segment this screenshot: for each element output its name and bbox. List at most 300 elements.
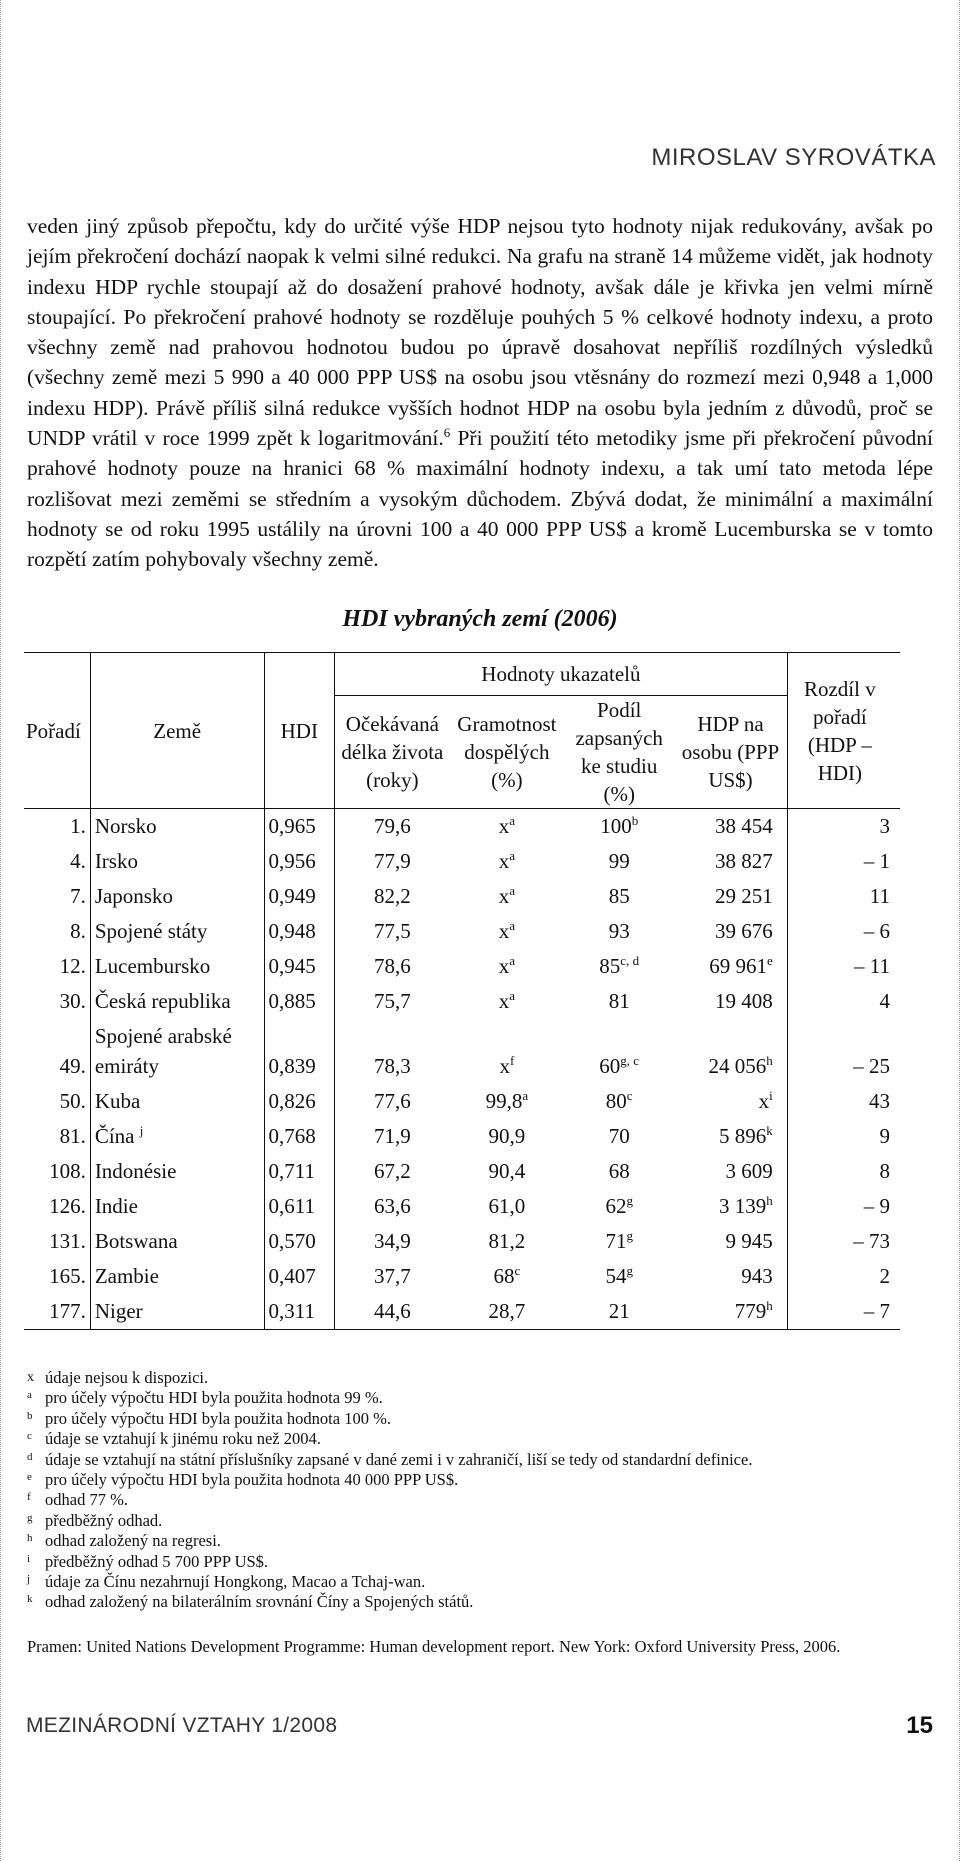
cell-literacy bbox=[450, 1259, 564, 1294]
cell-rank bbox=[24, 1154, 90, 1189]
cell-enrolment bbox=[564, 1189, 674, 1224]
footnote-mark: a bbox=[509, 988, 516, 1003]
note-key: j bbox=[27, 1573, 31, 1586]
cell-hdi-value: 0,945 bbox=[268, 954, 316, 978]
cell-rank-value: 177. bbox=[49, 1299, 86, 1323]
footnote-mark: h bbox=[766, 1193, 773, 1208]
cell-literacy-value: x bbox=[498, 954, 510, 978]
footnote-mark: a bbox=[509, 883, 516, 898]
cell-country-value: Čína bbox=[94, 1124, 135, 1148]
cell-country-value: Lucembursko bbox=[94, 954, 211, 978]
cell-country-value: Irsko bbox=[94, 849, 138, 873]
note-text: údaje se vztahují k jinému roku než 2004. bbox=[45, 1429, 321, 1449]
cell-literacy-value: 90,4 bbox=[488, 1159, 526, 1183]
cell-gdp-value: 9 945 bbox=[725, 1229, 773, 1253]
cell-hdi bbox=[264, 1189, 335, 1224]
header-rank: Pořadí bbox=[24, 653, 90, 809]
cell-rank-difference bbox=[787, 1189, 900, 1224]
note-text: pro účely výpočtu HDI byla použita hodnota 100 %. bbox=[45, 1408, 391, 1428]
footnote-mark: a bbox=[509, 953, 516, 968]
cell-life-expectancy-value: 71,9 bbox=[373, 1124, 411, 1148]
table-row bbox=[24, 1154, 900, 1189]
footnote-mark: j bbox=[139, 1123, 144, 1138]
cell-rank bbox=[24, 1019, 90, 1084]
note-item bbox=[27, 1450, 937, 1470]
cell-rank-difference bbox=[787, 879, 900, 914]
cell-country bbox=[90, 1259, 264, 1294]
note-text: předběžný odhad. bbox=[45, 1510, 163, 1530]
cell-literacy bbox=[450, 1224, 564, 1259]
cell-gdp-value: 39 676 bbox=[714, 919, 773, 943]
page-edge-left bbox=[0, 0, 2, 1861]
header-enrolment: Podíl zapsaných ke studiu (%) bbox=[564, 696, 674, 809]
cell-rank-difference-value: – 1 bbox=[863, 849, 890, 873]
cell-gdp bbox=[674, 1119, 787, 1154]
footnote-mark: i bbox=[769, 1088, 773, 1103]
cell-rank-difference bbox=[787, 1084, 900, 1119]
cell-country bbox=[90, 1019, 264, 1084]
footnote-mark: c bbox=[514, 1263, 521, 1278]
table-row bbox=[24, 984, 900, 1019]
cell-life-expectancy-value: 77,6 bbox=[373, 1089, 411, 1113]
cell-hdi bbox=[264, 1259, 335, 1294]
cell-country bbox=[90, 949, 264, 984]
cell-country bbox=[90, 1189, 264, 1224]
cell-rank bbox=[24, 809, 90, 845]
cell-rank-value: 126. bbox=[49, 1194, 86, 1218]
note-text: údaje za Čínu nezahrnují Hongkong, Macao a Tchaj-wan. bbox=[45, 1572, 426, 1592]
cell-literacy bbox=[450, 1294, 564, 1330]
cell-country bbox=[90, 914, 264, 949]
cell-gdp-value: x bbox=[758, 1089, 770, 1113]
cell-gdp bbox=[674, 844, 787, 879]
cell-gdp-value: 38 454 bbox=[714, 814, 773, 838]
cell-country bbox=[90, 1224, 264, 1259]
footnote-mark: h bbox=[766, 1053, 773, 1068]
cell-enrolment-value: 80 bbox=[605, 1089, 627, 1113]
cell-rank-difference-value: 2 bbox=[879, 1264, 890, 1288]
cell-life-expectancy bbox=[335, 1154, 450, 1189]
cell-rank-value: 8. bbox=[70, 919, 86, 943]
cell-rank bbox=[24, 949, 90, 984]
cell-rank-difference-value: – 6 bbox=[863, 919, 890, 943]
cell-gdp bbox=[674, 1259, 787, 1294]
cell-rank-value: 1. bbox=[70, 814, 86, 838]
cell-literacy-value: 68 bbox=[493, 1264, 515, 1288]
cell-hdi-value: 0,768 bbox=[268, 1124, 316, 1148]
cell-life-expectancy-value: 78,6 bbox=[373, 954, 411, 978]
cell-hdi bbox=[264, 1019, 335, 1084]
cell-life-expectancy bbox=[335, 1119, 450, 1154]
cell-rank-difference bbox=[787, 1294, 900, 1330]
table-row bbox=[24, 1224, 900, 1259]
cell-rank-value: 4. bbox=[70, 849, 86, 873]
footnote-mark: g bbox=[626, 1263, 633, 1278]
body-paragraph bbox=[27, 211, 933, 575]
cell-country-value: Norsko bbox=[94, 814, 157, 838]
cell-enrolment bbox=[564, 1294, 674, 1330]
cell-enrolment bbox=[564, 879, 674, 914]
cell-rank bbox=[24, 1294, 90, 1330]
cell-literacy-value: 61,0 bbox=[488, 1194, 526, 1218]
cell-country-value: Indie bbox=[94, 1194, 138, 1218]
cell-gdp bbox=[674, 984, 787, 1019]
cell-literacy-value: x bbox=[498, 919, 510, 943]
hdi-table bbox=[24, 652, 900, 1330]
table-title: HDI vybraných zemí (2006) bbox=[342, 606, 618, 632]
cell-gdp bbox=[674, 1224, 787, 1259]
cell-hdi bbox=[264, 1224, 335, 1259]
running-title: MIROSLAV SYROVÁTKA bbox=[651, 144, 936, 171]
footnote-mark: f bbox=[509, 1053, 515, 1068]
cell-enrolment bbox=[564, 844, 674, 879]
cell-country-value: Zambie bbox=[94, 1264, 159, 1288]
cell-literacy-value: 28,7 bbox=[488, 1299, 526, 1323]
cell-life-expectancy bbox=[335, 949, 450, 984]
cell-hdi-value: 0,570 bbox=[268, 1229, 316, 1253]
cell-gdp-value: 29 251 bbox=[714, 884, 773, 908]
cell-enrolment-value: 70 bbox=[608, 1124, 630, 1148]
cell-life-expectancy bbox=[335, 984, 450, 1019]
cell-country-value: Indonésie bbox=[94, 1159, 177, 1183]
cell-literacy-value: x bbox=[498, 849, 510, 873]
cell-life-expectancy-value: 77,9 bbox=[373, 849, 411, 873]
cell-rank-value: 12. bbox=[59, 954, 86, 978]
note-text: pro účely výpočtu HDI byla použita hodnota 40 000 PPP US$. bbox=[45, 1470, 459, 1490]
note-key: b bbox=[27, 1409, 33, 1422]
cell-country-value: Kuba bbox=[94, 1089, 141, 1113]
table-row bbox=[24, 914, 900, 949]
header-country: Země bbox=[90, 653, 264, 809]
cell-rank-difference-value: 11 bbox=[869, 884, 890, 908]
cell-gdp-value: 24 056 bbox=[708, 1054, 767, 1078]
note-key: x bbox=[27, 1370, 34, 1385]
cell-hdi bbox=[264, 809, 335, 845]
note-item bbox=[27, 1531, 937, 1551]
cell-rank-difference bbox=[787, 1154, 900, 1189]
cell-country-value: Spojené arabské emiráty bbox=[94, 1024, 232, 1078]
cell-gdp-value: 5 896 bbox=[718, 1124, 767, 1148]
cell-enrolment-value: 85 bbox=[608, 884, 630, 908]
cell-rank-difference-value: – 7 bbox=[863, 1299, 890, 1323]
cell-gdp bbox=[674, 1154, 787, 1189]
note-item bbox=[27, 1368, 937, 1388]
cell-rank bbox=[24, 879, 90, 914]
cell-rank-difference bbox=[787, 844, 900, 879]
cell-hdi bbox=[264, 1294, 335, 1330]
cell-literacy bbox=[450, 1154, 564, 1189]
table-row bbox=[24, 1259, 900, 1294]
cell-rank-difference-value: 9 bbox=[879, 1124, 890, 1148]
cell-country bbox=[90, 1154, 264, 1189]
footnote-mark: h bbox=[766, 1298, 773, 1313]
table-row bbox=[24, 1189, 900, 1224]
note-text: údaje nejsou k dispozici. bbox=[45, 1368, 209, 1387]
cell-enrolment bbox=[564, 1019, 674, 1084]
cell-life-expectancy-value: 79,6 bbox=[373, 814, 411, 838]
cell-hdi-value: 0,826 bbox=[268, 1089, 316, 1113]
cell-rank-value: 81. bbox=[59, 1124, 86, 1148]
cell-country bbox=[90, 1084, 264, 1119]
note-item bbox=[27, 1572, 937, 1592]
footnote-mark: a bbox=[509, 848, 516, 863]
cell-enrolment-value: 21 bbox=[608, 1299, 630, 1323]
cell-country bbox=[90, 809, 264, 845]
table-row bbox=[24, 809, 900, 845]
cell-enrolment bbox=[564, 1154, 674, 1189]
cell-life-expectancy bbox=[335, 1019, 450, 1084]
cell-hdi-value: 0,839 bbox=[268, 1054, 316, 1078]
note-item bbox=[27, 1552, 937, 1572]
note-text: odhad 77 %. bbox=[45, 1490, 128, 1510]
cell-rank-difference bbox=[787, 984, 900, 1019]
note-item bbox=[27, 1490, 937, 1510]
note-text: pro účely výpočtu HDI byla použita hodnota 99 %. bbox=[45, 1388, 383, 1408]
cell-rank-difference bbox=[787, 914, 900, 949]
footnote-mark: e bbox=[766, 953, 773, 968]
cell-rank bbox=[24, 1084, 90, 1119]
cell-enrolment bbox=[564, 809, 674, 845]
header-literacy: Gramotnost dospělých (%) bbox=[450, 696, 564, 809]
cell-enrolment-value: 85 bbox=[599, 954, 621, 978]
cell-enrolment bbox=[564, 914, 674, 949]
footnote-ref[interactable]: 6 bbox=[443, 424, 451, 440]
cell-life-expectancy bbox=[335, 809, 450, 845]
note-item bbox=[27, 1388, 937, 1408]
cell-life-expectancy-value: 75,7 bbox=[373, 989, 411, 1013]
cell-country-value: Niger bbox=[94, 1299, 143, 1323]
cell-literacy bbox=[450, 1119, 564, 1154]
cell-life-expectancy-value: 77,5 bbox=[373, 919, 411, 943]
cell-hdi-value: 0,611 bbox=[268, 1194, 315, 1218]
cell-enrolment-value: 93 bbox=[608, 919, 630, 943]
note-text: odhad založený na regresi. bbox=[45, 1531, 221, 1551]
table-row bbox=[24, 1294, 900, 1330]
header-gdp-per-capita: HDP na osobu (PPP US$) bbox=[674, 696, 787, 809]
table-row bbox=[24, 949, 900, 984]
note-item bbox=[27, 1429, 937, 1449]
note-item bbox=[27, 1409, 937, 1429]
cell-rank-difference-value: 43 bbox=[869, 1089, 890, 1113]
cell-gdp-value: 3 139 bbox=[718, 1194, 767, 1218]
cell-life-expectancy bbox=[335, 1294, 450, 1330]
cell-hdi bbox=[264, 1119, 335, 1154]
cell-rank-value: 108. bbox=[49, 1159, 86, 1183]
cell-rank-value: 30. bbox=[59, 989, 86, 1013]
cell-life-expectancy bbox=[335, 1259, 450, 1294]
cell-rank-difference bbox=[787, 949, 900, 984]
cell-literacy bbox=[450, 1019, 564, 1084]
footnote-mark: b bbox=[631, 813, 639, 828]
cell-enrolment bbox=[564, 949, 674, 984]
cell-gdp bbox=[674, 1189, 787, 1224]
note-key: i bbox=[27, 1552, 31, 1565]
cell-gdp-value: 779 bbox=[734, 1299, 767, 1323]
cell-enrolment-value: 68 bbox=[608, 1159, 630, 1183]
body-text-part-1: veden jiný způsob přepočtu, kdy do určité výše HDP nejsou tyto hodnoty nijak redukovány, avšak po jejím překročení dochází naopak k velmi silné redukci. Na grafu na straně 14 můžeme vidět, jak hodnoty indexu HDP rychle stoupají až do dosažení prahové hodnoty, avšak dále je křivka jen velmi mírně stoupající. Po překročení prahové hodnoty se rozděluje pouhých 5 % celkové hodnoty indexu, a proto všechny země nad prahovou hodnotou budou po úpravě dosahovat nepříliš rozdílných výsledků (všechny země mezi 5 990 a 40 000 PPP US$ na osobu jsou vtěsnány do rozmezí mezi 0,948 a 1,000 indexu HDP). Právě příliš silná redukce vyšších hodnot HDP na osobu byla jedním z důvodů, proč se UNDP vrátil v roce 1999 zpět k logaritmování. bbox=[27, 214, 933, 451]
cell-hdi-value: 0,311 bbox=[268, 1299, 315, 1323]
footnote-mark: k bbox=[766, 1123, 773, 1138]
note-text: odhad založený na bilaterálním srovnání Číny a Spojených států. bbox=[45, 1592, 474, 1612]
note-key: c bbox=[27, 1430, 32, 1443]
note-item bbox=[27, 1511, 937, 1531]
cell-hdi-value: 0,965 bbox=[268, 814, 316, 838]
cell-gdp-value: 943 bbox=[741, 1264, 773, 1288]
note-key: h bbox=[27, 1532, 33, 1545]
cell-gdp bbox=[674, 879, 787, 914]
cell-rank bbox=[24, 1189, 90, 1224]
cell-literacy-value: x bbox=[499, 1054, 510, 1078]
cell-rank bbox=[24, 1119, 90, 1154]
cell-enrolment-value: 100 bbox=[600, 814, 632, 838]
cell-life-expectancy bbox=[335, 879, 450, 914]
cell-life-expectancy bbox=[335, 1224, 450, 1259]
cell-country bbox=[90, 1119, 264, 1154]
note-key: f bbox=[27, 1491, 31, 1504]
table-header-row bbox=[24, 653, 900, 696]
cell-rank-difference-value: – 9 bbox=[863, 1194, 890, 1218]
footnote-mark: g, c bbox=[620, 1053, 640, 1068]
table-row bbox=[24, 844, 900, 879]
cell-hdi bbox=[264, 949, 335, 984]
cell-hdi bbox=[264, 984, 335, 1019]
cell-enrolment-value: 81 bbox=[608, 989, 630, 1013]
cell-gdp bbox=[674, 1294, 787, 1330]
cell-rank-difference-value: 8 bbox=[879, 1159, 890, 1183]
cell-hdi bbox=[264, 1154, 335, 1189]
table-row bbox=[24, 1019, 900, 1084]
cell-life-expectancy-value: 67,2 bbox=[373, 1159, 411, 1183]
cell-rank-difference-value: – 73 bbox=[853, 1229, 890, 1253]
cell-life-expectancy bbox=[335, 914, 450, 949]
cell-hdi bbox=[264, 1084, 335, 1119]
footnote-mark: a bbox=[509, 918, 516, 933]
table-row bbox=[24, 879, 900, 914]
cell-literacy bbox=[450, 1189, 564, 1224]
cell-literacy bbox=[450, 949, 564, 984]
cell-life-expectancy-value: 44,6 bbox=[373, 1299, 411, 1323]
cell-country-value: Japonsko bbox=[94, 884, 173, 908]
source-note: Pramen: United Nations Development Programme: Human development report. New York: Oxford University Press, 2006. bbox=[27, 1637, 841, 1656]
cell-enrolment-value: 62 bbox=[605, 1194, 627, 1218]
body-text-part-2: Při použití této metodiky jsme při překročení původní prahové hodnoty pouze na hranici 68 % maximální hodnoty indexu, a tak umí tato metoda lépe rozlišovat mezi zeměmi se středním a vysokým důchodem. Zbývá dodat, že minimální a maximální hodnoty se od roku 1995 ustálily na úrovni 100 a 40 000 PPP US$ a kromě Lucemburska se v tomto rozpětí zatím pohybovaly všechny země. bbox=[27, 426, 933, 572]
cell-rank-value: 49. bbox=[59, 1054, 86, 1078]
cell-enrolment bbox=[564, 1119, 674, 1154]
cell-gdp-value: 69 961 bbox=[709, 954, 767, 978]
cell-life-expectancy-value: 82,2 bbox=[373, 884, 411, 908]
cell-literacy bbox=[450, 809, 564, 845]
cell-hdi bbox=[264, 844, 335, 879]
cell-rank-difference-value: – 25 bbox=[853, 1054, 890, 1078]
cell-country bbox=[90, 879, 264, 914]
table-notes bbox=[27, 1368, 937, 1613]
cell-enrolment-value: 71 bbox=[605, 1229, 627, 1253]
cell-rank bbox=[24, 984, 90, 1019]
note-item bbox=[27, 1470, 937, 1490]
cell-enrolment bbox=[564, 984, 674, 1019]
cell-rank bbox=[24, 844, 90, 879]
cell-gdp bbox=[674, 1084, 787, 1119]
cell-enrolment-value: 99 bbox=[608, 849, 630, 873]
cell-country bbox=[90, 984, 264, 1019]
cell-gdp bbox=[674, 1019, 787, 1084]
table-body bbox=[24, 809, 900, 1330]
cell-enrolment bbox=[564, 1224, 674, 1259]
header-life-expectancy: Očekávaná délka života (roky) bbox=[335, 696, 450, 809]
cell-country bbox=[90, 1294, 264, 1330]
cell-rank-value: 131. bbox=[49, 1229, 86, 1253]
cell-hdi bbox=[264, 914, 335, 949]
header-hdi: HDI bbox=[264, 653, 335, 809]
table-row bbox=[24, 1084, 900, 1119]
cell-literacy-value: 90,9 bbox=[488, 1124, 526, 1148]
cell-gdp-value: 38 827 bbox=[714, 849, 773, 873]
cell-rank-value: 7. bbox=[70, 884, 86, 908]
note-key: e bbox=[27, 1471, 32, 1484]
cell-hdi-value: 0,949 bbox=[268, 884, 316, 908]
journal-footer: MEZINÁRODNÍ VZTAHY 1/2008 bbox=[26, 1714, 338, 1737]
cell-rank-difference bbox=[787, 809, 900, 845]
cell-literacy-value: x bbox=[498, 814, 510, 838]
cell-rank bbox=[24, 914, 90, 949]
page-number: 15 bbox=[906, 1712, 933, 1739]
note-key: d bbox=[27, 1450, 33, 1463]
cell-rank-value: 50. bbox=[59, 1089, 86, 1113]
cell-literacy bbox=[450, 1084, 564, 1119]
cell-literacy-value: x bbox=[498, 989, 510, 1013]
table-row bbox=[24, 1119, 900, 1154]
cell-life-expectancy bbox=[335, 1084, 450, 1119]
cell-literacy bbox=[450, 984, 564, 1019]
cell-rank bbox=[24, 1224, 90, 1259]
cell-literacy bbox=[450, 844, 564, 879]
cell-country-value: Botswana bbox=[94, 1229, 178, 1253]
cell-rank-difference bbox=[787, 1259, 900, 1294]
note-text: údaje se vztahují na státní příslušníky zapsané v dané zemi i v zahraničí, liší se tedy od standardní definice. bbox=[45, 1449, 753, 1469]
cell-life-expectancy-value: 34,9 bbox=[373, 1229, 411, 1253]
header-rank-difference: Rozdíl v pořadí (HDP – HDI) bbox=[787, 653, 900, 809]
cell-rank-difference bbox=[787, 1224, 900, 1259]
cell-enrolment bbox=[564, 1084, 674, 1119]
cell-enrolment-value: 60 bbox=[599, 1054, 621, 1078]
cell-hdi-value: 0,948 bbox=[268, 919, 316, 943]
cell-literacy-value: 81,2 bbox=[488, 1229, 526, 1253]
footnote-mark: a bbox=[509, 813, 516, 828]
cell-life-expectancy bbox=[335, 844, 450, 879]
cell-hdi-value: 0,711 bbox=[268, 1159, 315, 1183]
cell-life-expectancy bbox=[335, 1189, 450, 1224]
footnote-mark: g bbox=[626, 1228, 633, 1243]
cell-country-value: Spojené státy bbox=[94, 919, 208, 943]
cell-rank-difference-value: – 11 bbox=[854, 954, 890, 978]
cell-hdi-value: 0,885 bbox=[268, 989, 316, 1013]
cell-life-expectancy-value: 37,7 bbox=[373, 1264, 411, 1288]
cell-gdp bbox=[674, 809, 787, 845]
cell-gdp-value: 3 609 bbox=[725, 1159, 773, 1183]
footnote-mark: a bbox=[522, 1088, 529, 1103]
note-key: k bbox=[27, 1593, 33, 1606]
note-key: g bbox=[27, 1511, 33, 1524]
cell-rank-difference bbox=[787, 1119, 900, 1154]
cell-rank bbox=[24, 1259, 90, 1294]
cell-gdp bbox=[674, 914, 787, 949]
footnote-mark: g bbox=[626, 1193, 633, 1208]
cell-country-value: Česká republika bbox=[94, 989, 231, 1013]
cell-life-expectancy-value: 78,3 bbox=[373, 1054, 411, 1078]
note-item bbox=[27, 1592, 937, 1612]
cell-enrolment-value: 54 bbox=[605, 1264, 627, 1288]
cell-literacy bbox=[450, 879, 564, 914]
